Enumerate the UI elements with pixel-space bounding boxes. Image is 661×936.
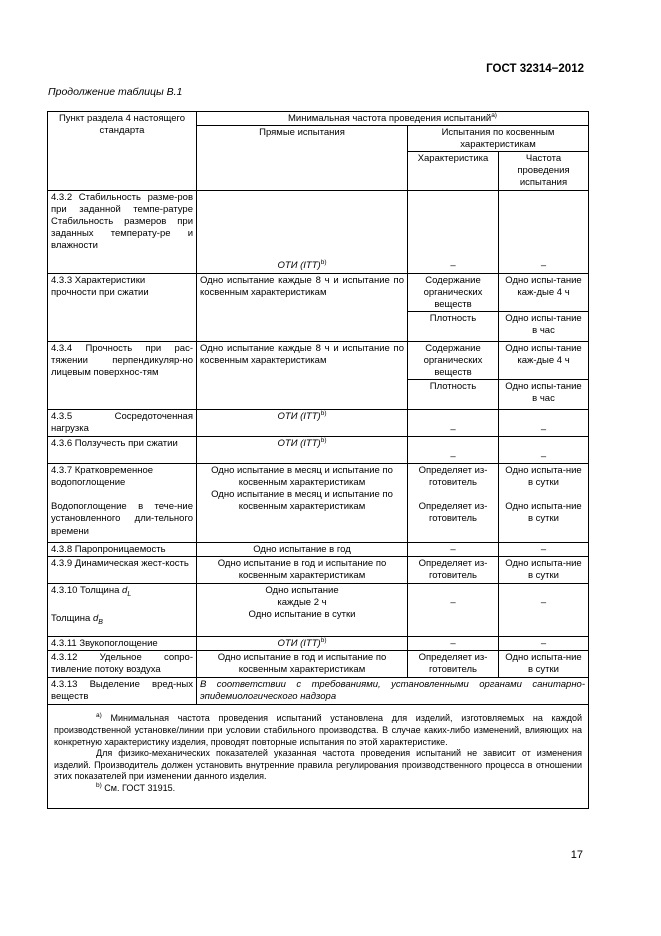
header-direct-tests: Прямые испытания bbox=[197, 126, 408, 190]
clause-cell: 4.3.13 Выделение вред-ных веществ bbox=[48, 678, 197, 705]
table-header-row bbox=[48, 112, 589, 126]
frequency-cell: Одно испы-тание каж-дые 4 ч bbox=[499, 341, 589, 379]
characteristic-cell: Содержание органических веществ bbox=[408, 273, 499, 311]
table-row bbox=[48, 678, 589, 705]
frequency-cell: Одно испы-тание в час bbox=[499, 380, 589, 410]
table-row bbox=[48, 557, 589, 584]
table-footnotes bbox=[48, 705, 589, 809]
clause-cell: 4.3.9 Динамическая жест-кость bbox=[48, 557, 197, 584]
direct-cell: ОТИ (ITT)$^{b)}$ bbox=[197, 410, 408, 437]
frequency-cell: – bbox=[499, 637, 589, 651]
header-min-frequency: Минимальная частота проведения испытаний$^{а)}$ bbox=[197, 112, 589, 126]
document-code: ГОСТ 32314−2012 bbox=[486, 63, 584, 75]
header-characteristic: Характеристика bbox=[408, 152, 499, 190]
frequency-cell: Одно испы-тание в час bbox=[499, 311, 589, 341]
clause-cell: 4.3.8 Паропроницаемость bbox=[48, 543, 197, 557]
harmful-substances-requirement: В соответствии с требованиями, установленными органами санитарно-эпидемиологического надзора bbox=[197, 678, 589, 705]
table-row bbox=[48, 464, 589, 543]
direct-cell: Одно испытание в год и испытание по косвенным характеристикам bbox=[197, 651, 408, 678]
characteristic-cell: – bbox=[408, 437, 499, 464]
frequency-cell: Одно испы-тание каж-дые 4 ч bbox=[499, 273, 589, 311]
clause-cell: 4.3.6 Ползучесть при сжатии bbox=[48, 437, 197, 464]
footnote-a: $^{а)}$ Минимальная частота проведения испытаний установлена для изделий, изготовляемых на каждой производственной установке/линии при условии стабильного производства. В случае каких-либо изменений, влияющих на конкретную характеристику изделия, проводят повторные испытания по этой характеристике. bbox=[54, 712, 582, 747]
clause-cell: 4.3.3 Характеристики прочности при сжатии bbox=[48, 273, 197, 341]
table-row bbox=[48, 410, 589, 437]
characteristic-cell: Плотность bbox=[408, 311, 499, 341]
direct-cell: Одно испытание в год и испытание по косвенным характеристикам bbox=[197, 557, 408, 584]
characteristic-cell: – bbox=[408, 543, 499, 557]
table-row bbox=[48, 543, 589, 557]
table-notes-row bbox=[48, 705, 589, 809]
characteristic-cell: Содержание органических веществ bbox=[408, 341, 499, 379]
frequency-cell: Одно испыта-ние в сутки Одно испыта-ние в сутки bbox=[499, 464, 589, 543]
characteristic-cell: – bbox=[408, 637, 499, 651]
clause-cell: 4.3.7 Кратковременное водопоглощение Водопоглощение в тече-ние установленного дли-тельного времени bbox=[48, 464, 197, 543]
clause-cell: 4.3.4 Прочность при рас-тяжении перпендикуляр-но лицевым поверхнос-тям bbox=[48, 341, 197, 409]
page-number: 17 bbox=[570, 849, 583, 861]
direct-cell: ОТИ (ITT)$^{b)}$ bbox=[197, 637, 408, 651]
characteristic-cell: Плотность bbox=[408, 380, 499, 410]
characteristic-cell: Определяет из-готовитель bbox=[408, 557, 499, 584]
direct-cell: Одно испытание в месяц и испытание по косвенным характеристикам Одно испытание в месяц и испытание по косвенным характеристикам bbox=[197, 464, 408, 543]
direct-cell: Одно испытание каждые 2 ч Одно испытание в сутки bbox=[197, 584, 408, 637]
footnote-b: $^{b)}$ См. ГОСТ 31915. bbox=[96, 781, 176, 793]
characteristic-cell: – bbox=[408, 190, 499, 273]
footnote-a-continued: Для физико-механических показателей указанная частота проведения испытаний не зависит от изменения изделий. Производитель должен установить внутренние правила регулирования производственного процесса в отношении этих показателей при изменении данного изделия. bbox=[54, 748, 582, 782]
header-indirect-tests: Испытания по косвенным характеристикам bbox=[408, 126, 589, 152]
frequency-cell: – bbox=[499, 410, 589, 437]
direct-cell: Одно испытание каждые 8 ч и испытание по косвенным характеристикам bbox=[197, 341, 408, 409]
characteristic-cell: Определяет из-готовитель Определяет из-готовитель bbox=[408, 464, 499, 543]
direct-cell: ОТИ (ITT)$^{b)}$ bbox=[197, 437, 408, 464]
clause-cell: 4.3.5 Сосредоточенная нагрузка bbox=[48, 410, 197, 437]
table-row bbox=[48, 273, 589, 311]
frequency-cell: – bbox=[499, 437, 589, 464]
table-row bbox=[48, 341, 589, 379]
header-test-frequency: Частота проведения испытания bbox=[499, 152, 589, 190]
clause-cell: 4.3.11 Звукопоглощение bbox=[48, 637, 197, 651]
clause-cell: 4.3.2 Стабильность разме-ров при заданной темпе-ратуре Стабильность размеров при заданных температу-ре и влажности bbox=[48, 190, 197, 273]
table-row bbox=[48, 637, 589, 651]
table-row bbox=[48, 190, 589, 273]
frequency-cell: – bbox=[499, 543, 589, 557]
frequency-cell: – bbox=[499, 190, 589, 273]
table-row bbox=[48, 651, 589, 678]
characteristic-cell: – bbox=[408, 584, 499, 637]
characteristic-cell: Определяет из-готовитель bbox=[408, 651, 499, 678]
header-clause: Пункт раздела 4 настоящего стандарта bbox=[48, 112, 197, 191]
frequency-cell: Одно испыта-ние в сутки bbox=[499, 651, 589, 678]
frequency-cell: – bbox=[499, 584, 589, 637]
clause-cell: 4.3.12 Удельное сопро-тивление потоку воздуха bbox=[48, 651, 197, 678]
direct-cell: ОТИ (ITT)$^{b)}$ bbox=[197, 190, 408, 273]
clause-cell: 4.3.10 Толщина $d_L$ Толщина $d_B$ bbox=[48, 584, 197, 637]
characteristic-cell: – bbox=[408, 410, 499, 437]
table-row bbox=[48, 584, 589, 637]
direct-cell: Одно испытание каждые 8 ч и испытание по косвенным характеристикам bbox=[197, 273, 408, 341]
frequency-cell: Одно испыта-ние в сутки bbox=[499, 557, 589, 584]
table-row bbox=[48, 437, 589, 464]
test-frequency-table bbox=[47, 111, 589, 809]
direct-cell: Одно испытание в год bbox=[197, 543, 408, 557]
table-caption: Продолжение таблицы В.1 bbox=[48, 86, 183, 98]
